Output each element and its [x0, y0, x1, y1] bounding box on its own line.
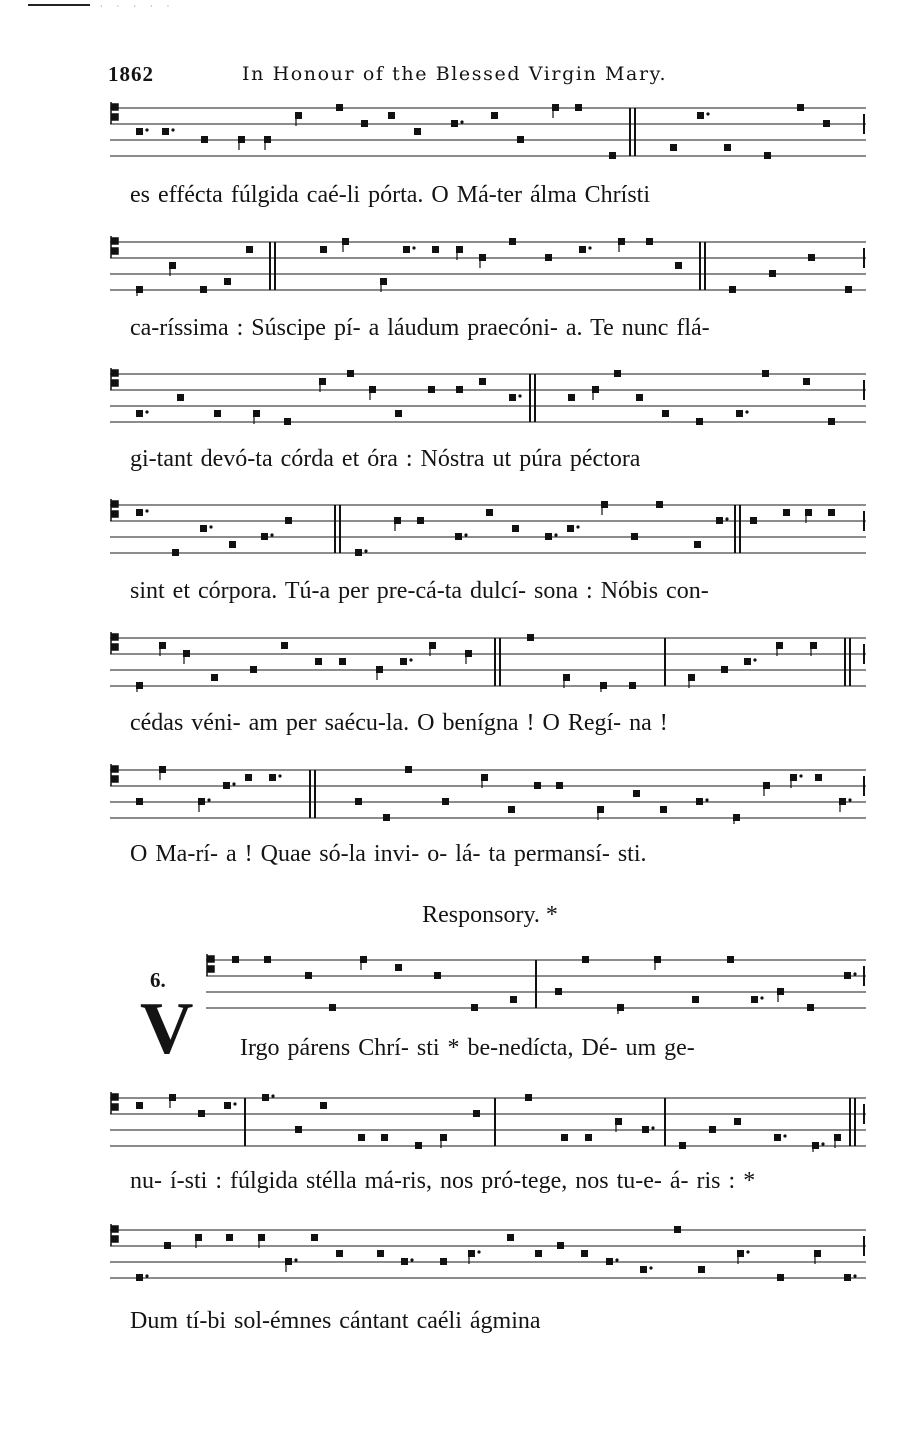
neume-note: [556, 782, 563, 789]
mora-dot: [270, 533, 273, 536]
neume-note: [823, 120, 830, 127]
staff-2-svg: [110, 234, 866, 296]
neume-note: [486, 509, 493, 516]
neume-note: [737, 1250, 744, 1257]
c-clef-icon: [111, 499, 118, 521]
neume-note: [582, 956, 589, 963]
neume-note: [557, 1242, 564, 1249]
neume-note: [428, 386, 435, 393]
neume-note: [258, 1234, 265, 1241]
neume-note: [834, 1134, 841, 1141]
neume-note: [724, 144, 731, 151]
neume-note: [214, 410, 221, 417]
neume-note: [479, 378, 486, 385]
neume-note: [777, 1274, 784, 1281]
neume-note: [552, 104, 559, 111]
neume-note: [696, 418, 703, 425]
neume-note: [456, 246, 463, 253]
neume-note: [358, 1134, 365, 1141]
staff-4: [110, 497, 866, 559]
neume-note: [729, 286, 736, 293]
neume-note: [776, 642, 783, 649]
mora-dot: [232, 782, 235, 785]
lyric-line-2: ca-ríssima : Súscipe pí- a láudum praecóni- a. Te nunc flá-: [130, 315, 710, 341]
mora-dot: [848, 798, 851, 801]
neume-note: [136, 798, 143, 805]
neume-note: [805, 509, 812, 516]
neume-note: [750, 517, 757, 524]
neume-note: [360, 956, 367, 963]
staff-4-svg: [110, 497, 866, 559]
neume-note: [581, 1250, 588, 1257]
neume-note: [198, 1110, 205, 1117]
staff-8-svg: [110, 1090, 866, 1152]
neume-note: [226, 1234, 233, 1241]
neume-note: [545, 533, 552, 540]
c-clef-icon: [111, 632, 118, 654]
c-clef-icon: [111, 764, 118, 786]
neume-note: [195, 1234, 202, 1241]
c-clef-icon: [111, 1092, 118, 1114]
neume-note: [136, 1274, 143, 1281]
mora-dot: [725, 517, 728, 520]
neume-note: [269, 774, 276, 781]
neume-note: [812, 1142, 819, 1149]
neume-note: [814, 1250, 821, 1257]
neume-note: [727, 956, 734, 963]
neume-note: [744, 658, 751, 665]
neume-note: [355, 549, 362, 556]
lyric-line-1: es effécta fúlgida caé-li pórta. O Má-ter álma Chrísti: [130, 182, 651, 208]
neume-note: [405, 766, 412, 773]
lyric-line-4: sint et córpora. Tú-a per pre-cá-ta dulcí- sona : Nóbis con-: [130, 578, 709, 604]
page-number: 1862: [108, 62, 154, 86]
mora-dot: [145, 128, 148, 131]
neume-note: [381, 1134, 388, 1141]
neume-note: [224, 1102, 231, 1109]
neume-note: [388, 112, 395, 119]
mora-dot: [745, 410, 748, 413]
neume-note: [508, 806, 515, 813]
neume-note: [369, 386, 376, 393]
neume-note: [592, 386, 599, 393]
responsory-number: 6.: [150, 968, 166, 992]
neume-note: [733, 814, 740, 821]
neume-note: [224, 278, 231, 285]
mora-dot: [209, 525, 212, 528]
neume-note: [507, 1234, 514, 1241]
neume-note: [198, 798, 205, 805]
neume-note: [797, 104, 804, 111]
neume-note: [698, 1266, 705, 1273]
neume-note: [774, 1134, 781, 1141]
neume-note: [763, 782, 770, 789]
mora-dot: [799, 774, 802, 777]
neume-note: [284, 418, 291, 425]
neume-note: [585, 1134, 592, 1141]
neume-note: [675, 262, 682, 269]
staff-8: [110, 1090, 866, 1152]
neume-note: [264, 956, 271, 963]
c-clef-icon: [111, 102, 118, 124]
mora-dot: [294, 1258, 297, 1261]
neume-note: [640, 1266, 647, 1273]
neume-note: [617, 1004, 624, 1011]
neume-note: [238, 136, 245, 143]
c-clef-icon: [111, 1224, 118, 1246]
neume-note: [336, 104, 343, 111]
mora-dot: [271, 1094, 274, 1097]
neume-note: [169, 1094, 176, 1101]
top-dots: · · · · ·: [100, 2, 176, 11]
staff-9: [110, 1222, 866, 1284]
neume-note: [347, 370, 354, 377]
neume-note: [662, 410, 669, 417]
neume-note: [597, 806, 604, 813]
mora-dot: [753, 658, 756, 661]
staff-1-svg: [110, 100, 866, 162]
running-title: In Honour of the Blessed Virgin Mary.: [242, 63, 668, 85]
mora-dot: [853, 972, 856, 975]
neume-note: [563, 674, 570, 681]
mora-dot: [464, 533, 467, 536]
neume-note: [803, 378, 810, 385]
neume-note: [517, 136, 524, 143]
staff-7: [206, 952, 866, 1014]
mora-dot: [554, 533, 557, 536]
neume-note: [339, 658, 346, 665]
neume-note: [403, 246, 410, 253]
staff-3-svg: [110, 366, 866, 428]
neume-note: [415, 1142, 422, 1149]
lyric-line-5: cédas véni- am per saécu-la. O benígna ! O Regí- na !: [130, 710, 668, 736]
neume-note: [285, 1258, 292, 1265]
neume-note: [642, 1126, 649, 1133]
neume-note: [828, 418, 835, 425]
neume-note: [618, 238, 625, 245]
neume-note: [606, 1258, 613, 1265]
neume-note: [561, 1134, 568, 1141]
neume-note: [512, 525, 519, 532]
neume-note: [509, 394, 516, 401]
neume-note: [716, 517, 723, 524]
responsory-title: Responsory. *: [422, 902, 558, 928]
neume-note: [783, 509, 790, 516]
neume-note: [442, 798, 449, 805]
neume-note: [162, 128, 169, 135]
neume-note: [845, 286, 852, 293]
neume-note: [696, 798, 703, 805]
neume-note: [579, 246, 586, 253]
neume-note: [380, 278, 387, 285]
neume-note: [631, 533, 638, 540]
mora-dot: [705, 798, 708, 801]
neume-note: [614, 370, 621, 377]
lyric-line-6: O Ma-rí- a ! Quae só-la invi- o- lá- ta permansí- sti.: [130, 841, 647, 867]
neume-note: [394, 517, 401, 524]
neume-note: [320, 1102, 327, 1109]
neume-note: [136, 286, 143, 293]
neume-note: [688, 674, 695, 681]
neume-note: [253, 410, 260, 417]
neume-note: [734, 1118, 741, 1125]
neume-note: [455, 533, 462, 540]
neume-note: [414, 128, 421, 135]
neume-note: [200, 286, 207, 293]
mora-dot: [477, 1250, 480, 1253]
mora-dot: [518, 394, 521, 397]
neume-note: [656, 501, 663, 508]
neume-note: [395, 410, 402, 417]
neume-note: [136, 682, 143, 689]
neume-note: [183, 650, 190, 657]
neume-note: [400, 658, 407, 665]
neume-note: [169, 262, 176, 269]
neume-note: [434, 972, 441, 979]
neume-note: [223, 782, 230, 789]
neume-note: [320, 246, 327, 253]
page-header: [108, 62, 868, 92]
responsory-lyric-line-3: Dum tí-bi sol-émnes cántant caéli ágmina: [130, 1308, 541, 1334]
responsory-lyric-line-2: nu- í-sti : fúlgida stélla má-ris, nos pró-tege, nos tu-e- á- ris : *: [130, 1168, 756, 1194]
mora-dot: [651, 1126, 654, 1129]
neume-note: [201, 136, 208, 143]
mora-dot: [853, 1274, 856, 1277]
mora-dot: [615, 1258, 618, 1261]
neume-note: [456, 386, 463, 393]
neume-note: [839, 798, 846, 805]
neume-note: [355, 798, 362, 805]
neume-note: [440, 1134, 447, 1141]
neume-note: [245, 774, 252, 781]
staff-5: [110, 630, 866, 692]
neume-note: [844, 1274, 851, 1281]
staff-2: [110, 234, 866, 296]
mora-dot: [145, 1274, 148, 1277]
neume-note: [479, 254, 486, 261]
neume-note: [769, 270, 776, 277]
mora-dot: [746, 1250, 749, 1253]
neume-note: [660, 806, 667, 813]
neume-note: [377, 1250, 384, 1257]
neume-note: [395, 964, 402, 971]
neume-note: [633, 790, 640, 797]
neume-note: [568, 394, 575, 401]
neume-note: [383, 814, 390, 821]
mora-dot: [364, 549, 367, 552]
top-rule: [28, 4, 90, 6]
neume-note: [555, 988, 562, 995]
mora-dot: [410, 1258, 413, 1261]
neume-note: [471, 1004, 478, 1011]
neume-note: [491, 112, 498, 119]
neume-note: [525, 1094, 532, 1101]
staff-6-svg: [110, 762, 866, 824]
neume-note: [509, 238, 516, 245]
neume-note: [136, 1102, 143, 1109]
neume-note: [601, 501, 608, 508]
mora-dot: [649, 1266, 652, 1269]
mora-dot: [171, 128, 174, 131]
neume-note: [646, 238, 653, 245]
neume-note: [609, 152, 616, 159]
neume-note: [828, 509, 835, 516]
neume-note: [736, 410, 743, 417]
mora-dot: [412, 246, 415, 249]
neume-note: [694, 541, 701, 548]
neume-note: [679, 1142, 686, 1149]
neume-note: [200, 525, 207, 532]
neume-note: [250, 666, 257, 673]
neume-note: [636, 394, 643, 401]
neume-note: [295, 1126, 302, 1133]
neume-note: [751, 996, 758, 1003]
neume-note: [211, 674, 218, 681]
drop-cap-initial: V: [140, 988, 194, 1070]
staff-6: [110, 762, 866, 824]
neume-note: [777, 988, 784, 995]
neume-note: [440, 1258, 447, 1265]
neume-note: [336, 1250, 343, 1257]
staff-3: [110, 366, 866, 428]
neume-note: [709, 1126, 716, 1133]
neume-note: [473, 1110, 480, 1117]
neume-note: [319, 378, 326, 385]
mora-dot: [207, 798, 210, 801]
neume-note: [721, 666, 728, 673]
neume-note: [342, 238, 349, 245]
c-clef-icon: [111, 368, 118, 390]
neume-note: [468, 1250, 475, 1257]
neume-note: [790, 774, 797, 781]
neume-note: [329, 1004, 336, 1011]
neume-note: [432, 246, 439, 253]
neume-note: [764, 152, 771, 159]
mora-dot: [821, 1142, 824, 1145]
mora-dot: [409, 658, 412, 661]
staff-7-svg: [206, 952, 866, 1014]
neume-note: [510, 996, 517, 1003]
neume-note: [246, 246, 253, 253]
mora-dot: [783, 1134, 786, 1137]
neume-note: [401, 1258, 408, 1265]
staff-1: [110, 100, 866, 162]
neume-note: [281, 642, 288, 649]
mora-dot: [760, 996, 763, 999]
neume-note: [600, 682, 607, 689]
neume-note: [674, 1226, 681, 1233]
neume-note: [136, 509, 143, 516]
neume-note: [615, 1118, 622, 1125]
c-clef-icon: [207, 954, 214, 976]
neume-note: [481, 774, 488, 781]
staff-9-svg: [110, 1222, 866, 1284]
neume-note: [808, 254, 815, 261]
neume-note: [654, 956, 661, 963]
neume-note: [810, 642, 817, 649]
neume-note: [465, 650, 472, 657]
neume-note: [567, 525, 574, 532]
mora-dot: [460, 120, 463, 123]
neume-note: [177, 394, 184, 401]
neume-note: [261, 533, 268, 540]
neume-note: [315, 658, 322, 665]
responsory-lyric-line-1: Irgo párens Chrí- sti * be-nedícta, Dé- um ge-: [240, 1035, 695, 1061]
neume-note: [692, 996, 699, 1003]
mora-dot: [706, 112, 709, 115]
neume-note: [575, 104, 582, 111]
neume-note: [844, 972, 851, 979]
neume-note: [136, 128, 143, 135]
neume-note: [815, 774, 822, 781]
neume-note: [295, 112, 302, 119]
neume-note: [305, 972, 312, 979]
mora-dot: [233, 1102, 236, 1105]
neume-note: [670, 144, 677, 151]
neume-note: [545, 254, 552, 261]
lyric-line-3: gi-tant devó-ta córda et óra : Nóstra ut púra péctora: [130, 446, 641, 472]
neume-note: [159, 766, 166, 773]
neume-note: [527, 634, 534, 641]
neume-note: [361, 120, 368, 127]
staff-5-svg: [110, 630, 866, 692]
mora-dot: [145, 410, 148, 413]
neume-note: [264, 136, 271, 143]
neume-note: [807, 1004, 814, 1011]
neume-note: [136, 410, 143, 417]
neume-note: [285, 517, 292, 524]
neume-note: [534, 782, 541, 789]
mora-dot: [588, 246, 591, 249]
neume-note: [535, 1250, 542, 1257]
neume-note: [762, 370, 769, 377]
neume-note: [429, 642, 436, 649]
neume-note: [164, 1242, 171, 1249]
neume-note: [172, 549, 179, 556]
neume-note: [159, 642, 166, 649]
neume-note: [262, 1094, 269, 1101]
mora-dot: [278, 774, 281, 777]
mora-dot: [576, 525, 579, 528]
neume-note: [629, 682, 636, 689]
neume-note: [376, 666, 383, 673]
c-clef-icon: [111, 236, 118, 258]
neume-note: [229, 541, 236, 548]
neume-note: [697, 112, 704, 119]
neume-note: [417, 517, 424, 524]
neume-note: [232, 956, 239, 963]
neume-note: [451, 120, 458, 127]
neume-note: [311, 1234, 318, 1241]
mora-dot: [145, 509, 148, 512]
